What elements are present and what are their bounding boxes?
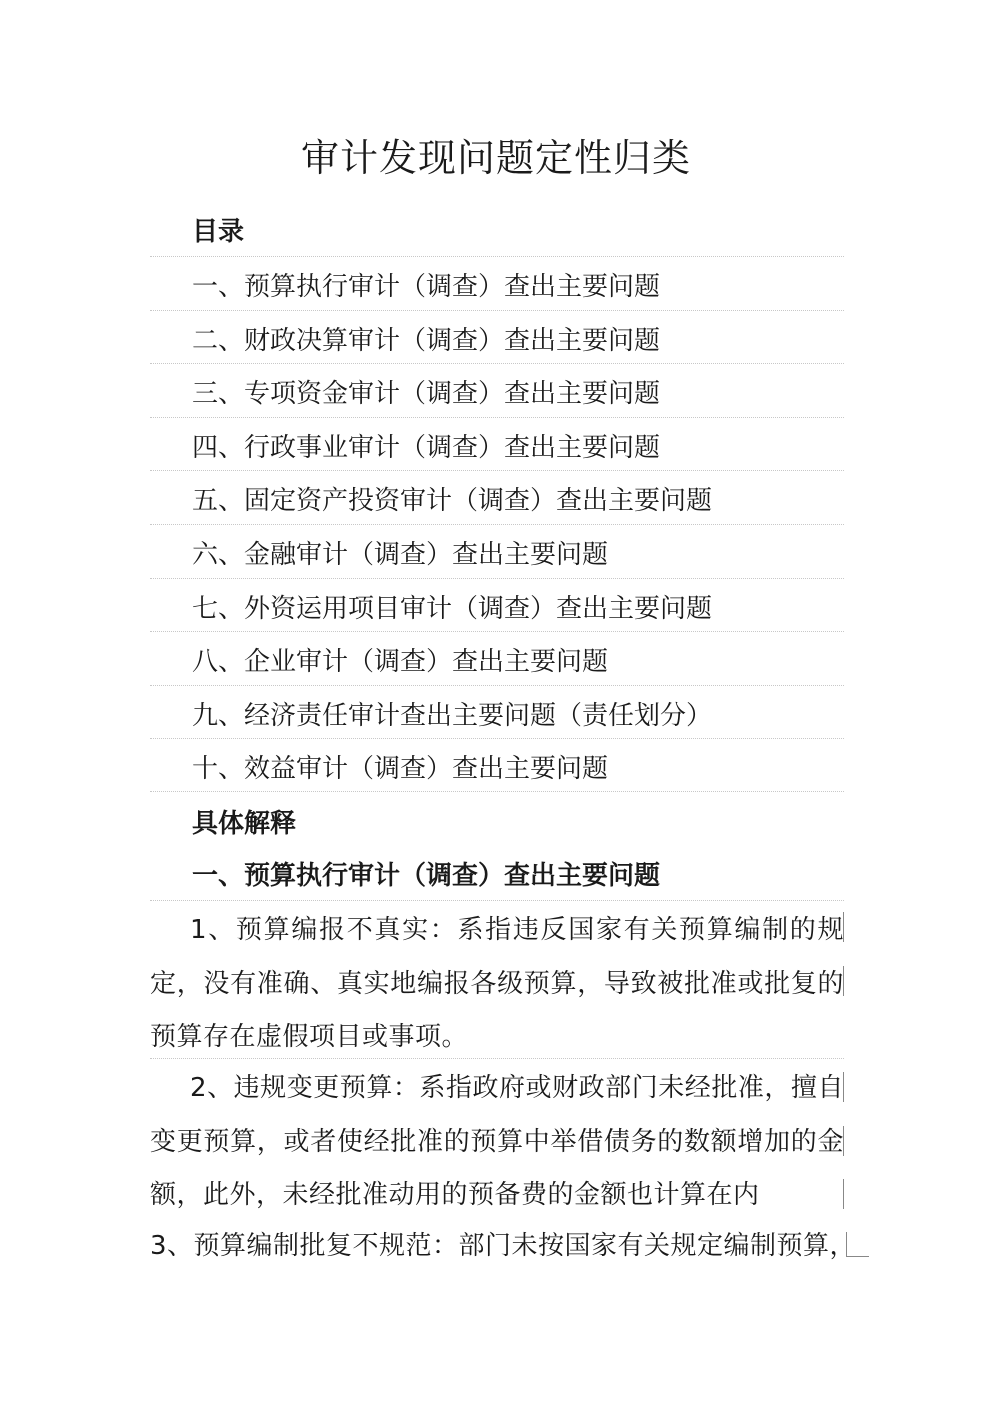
paragraph: 1、预算编报不真实：系指违反国家有关预算编制的规定，没有准确、真实地编报各级预算，导致被批准或批复的预算存在虚假项目或事项。 [150,915,844,1052]
document-title: 审计发现问题定性归类 [300,136,691,180]
toc-item[interactable]: 五、固定资产投资审计（调查）查出主要问题 [150,470,844,524]
text-boundary-mark [843,1179,844,1209]
table-of-contents [150,256,844,792]
text-boundary-mark [843,912,844,942]
section-heading: 一、预算执行审计（调查）查出主要问题 [192,861,661,891]
toc-item[interactable]: 二、财政决算审计（调查）查出主要问题 [150,310,844,364]
toc-item[interactable]: 七、外资运用项目审计（调查）查出主要问题 [150,578,844,632]
toc-item[interactable]: 三、专项资金审计（调查）查出主要问题 [150,363,844,417]
divider [150,1058,844,1059]
toc-item[interactable]: 六、金融审计（调查）查出主要问题 [150,524,844,578]
divider [150,900,844,901]
text-boundary-mark [843,1126,844,1156]
text-boundary-mark [843,1072,844,1102]
toc-heading: 目录 [192,217,245,247]
text-corner-mark [846,1232,869,1257]
toc-item[interactable]: 八、企业审计（调查）查出主要问题 [150,631,844,685]
details-heading: 具体解释 [192,809,297,839]
toc-item[interactable]: 一、预算执行审计（调查）查出主要问题 [150,256,844,310]
toc-item[interactable]: 四、行政事业审计（调查）查出主要问题 [150,417,844,471]
toc-item[interactable]: 九、经济责任审计查出主要问题（责任划分） [150,685,844,739]
text-boundary-mark [843,966,844,996]
paragraph: 3、预算编制批复不规范：部门未按国家有关规定编制预算， [150,1231,857,1261]
paragraph: 2、违规变更预算：系指政府或财政部门未经批准，擅自变更预算，或者使经批准的预算中举借债务的数额增加的金额，此外，未经批准动用的预备费的金额也计算在内 [150,1073,844,1210]
toc-item[interactable]: 十、效益审计（调查）查出主要问题 [150,738,844,792]
